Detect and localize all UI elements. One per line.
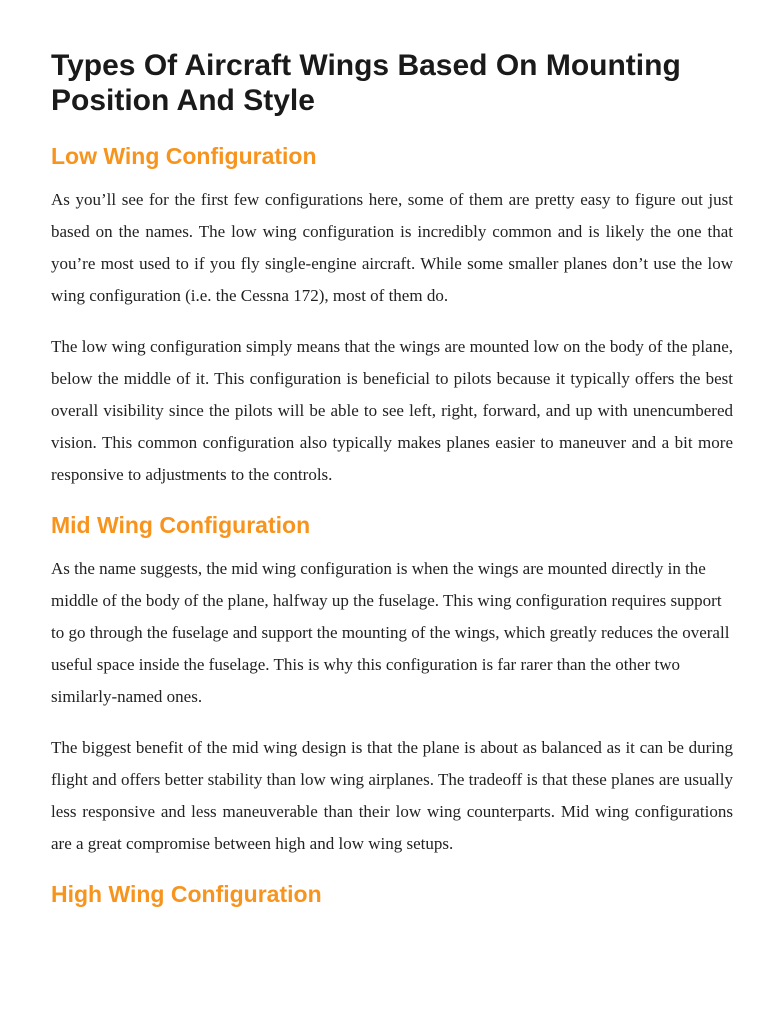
section-mid-wing xyxy=(51,511,733,860)
section-low-wing xyxy=(51,142,733,491)
section-heading-high-wing: High Wing Configuration xyxy=(51,881,322,907)
document-page xyxy=(51,48,733,922)
section-heading-mid-wing: Mid Wing Configuration xyxy=(51,512,311,538)
page-title: Types Of Aircraft Wings Based On Mounting Position And Style xyxy=(51,49,681,117)
paragraph: The biggest benefit of the mid wing design is that the plane is about as balanced as it can be during flight and offers better stability than low wing airplanes. The tradeoff is that these planes are usually less responsive and less maneuverable than their low wing counterparts. Mid wing configurations are a great compromise between high and low wing setups. xyxy=(51,738,733,853)
section-heading-low-wing: Low Wing Configuration xyxy=(51,143,317,169)
section-high-wing xyxy=(51,880,733,908)
paragraph: As you’ll see for the first few configurations here, some of them are pretty easy to figure out just based on the names. The low wing configuration is incredibly common and is likely the one that you’re most used to if you fly single-engine aircraft. While some smaller planes don’t use the low wing configuration (i.e. the Cessna 172), most of them do. xyxy=(51,190,733,305)
paragraph: As the name suggests, the mid wing configuration is when the wings are mounted directly in the middle of the body of the plane, halfway up the fuselage. This wing configuration requires support to go through the fuselage and support the mounting of the wings, which greatly reduces the overall useful space inside the fuselage. This is why this configuration is far rarer than the other two similarly-named ones. xyxy=(51,559,730,706)
paragraph: The low wing configuration simply means that the wings are mounted low on the body of the plane, below the middle of it. This configuration is beneficial to pilots because it typically offers the best overall visibility since the pilots will be able to see left, right, forward, and up with unencumbered vision. This common configuration also typically makes planes easier to maneuver and a bit more responsive to adjustments to the controls. xyxy=(51,337,733,484)
